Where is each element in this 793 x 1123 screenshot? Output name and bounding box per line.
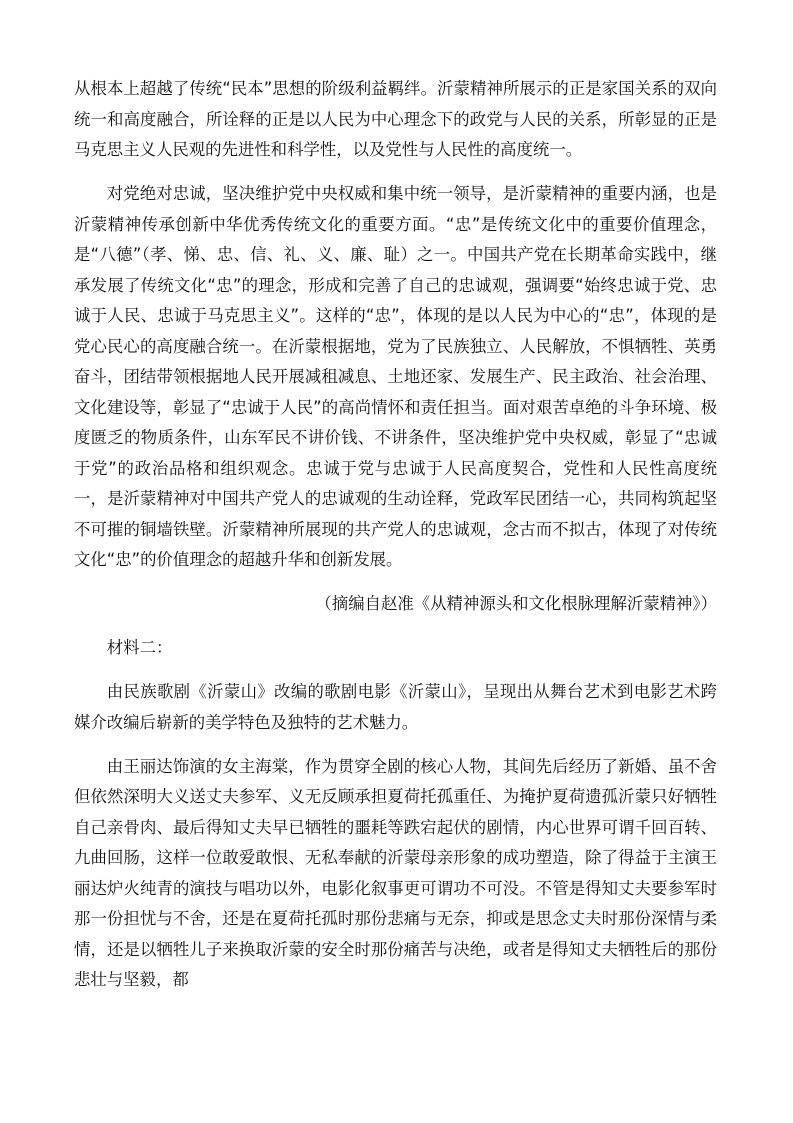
section-heading-material-two: 材料二： xyxy=(106,638,173,657)
paragraph-continuation: 从根本上超越了传统“民本”思想的阶级利益羁绊。沂蒙精神所展示的正是家国关系的双向统一和高度融合，所诠释的正是以人民为中心理念下的政党与人民的关系，所彰显的正是马克思主义人民观的先进性和科学性，以及党性与人民性的高度统一。 xyxy=(74,79,717,159)
paragraph-film-intro: 由民族歌剧《沂蒙山》改编的歌剧电影《沂蒙山》，呈现出从舞台艺术到电影艺术跨媒介改编后崭新的美学特色及独特的艺术魅力。 xyxy=(74,682,717,732)
document-page xyxy=(74,74,717,996)
source-citation: （摘编自赵准《从精神源头和文化根脉理解沂蒙精神》） xyxy=(315,594,717,613)
paragraph-loyalty: 对党绝对忠诚，坚决维护党中央权威和集中统一领导，是沂蒙精神的重要内涵，也是沂蒙精神传承创新中华优秀传统文化的重要方面。“忠”是传统文化中的重要价值理念，是“八德”（孝、悌、忠、信、礼、义、廉、耻）之一。中国共产党在长期革命实践中，继承发展了传统文化“忠”的理念，形成和完善了自己的忠诚观，强调要“始终忠诚于党、忠诚于人民、忠诚于马克思主义”。这样的“忠”，体现的是以人民为中心的“忠”，体现的是党心民心的高度融合统一。在沂蒙根据地，党为了民族独立、人民解放，不惧牺牲、英勇奋斗，团结带领根据地人民开展减租减息、土地还家、发展生产、民主政治、社会治理、文化建设等，彰显了“忠诚于人民”的高尚情怀和责任担当。面对艰苦卓绝的斗争环境、极度匮乏的物质条件，山东军民不讲价钱、不讲条件，坚决维护党中央权威，彰显了“忠诚于党”的政治品格和组织观念。忠诚于党与忠诚于人民高度契合，党性和人民性高度统一，是沂蒙精神对中国共产党人的忠诚观的生动诠释，党政军民团结一心，共同构筑起坚不可摧的铜墙铁壁。沂蒙精神所展现的共产党人的忠诚观，念古而不拟古，体现了对传统文化“忠”的价值理念的超越升华和创新发展。 xyxy=(74,184,717,569)
paragraph-heroine: 由王丽达饰演的女主海棠，作为贯穿全剧的核心人物，其间先后经历了新婚、虽不舍但依然深明大义送丈夫参军、义无反顾承担夏荷托孤重任、为掩护夏荷遗孤沂蒙只好牺牲自己亲骨肉、最后得知丈夫早已牺牲的噩耗等跌宕起伏的剧情，内心世界可谓千回百转、九曲回肠，这样一位敢爱敢恨、无私奉献的沂蒙母亲形象的成功塑造，除了得益于主演王丽达炉火纯青的演技与唱功以外，电影化叙事更可谓功不可没。不管是得知丈夫要参军时那一份担忧与不舍，还是在夏荷托孤时那份悲痛与无奈，抑或是思念丈夫时那份深情与柔情，还是以牺牲儿子来换取沂蒙的安全时那份痛苦与决绝，或者是得知丈夫牺牲后的那份悲壮与坚毅，都 xyxy=(74,756,717,989)
